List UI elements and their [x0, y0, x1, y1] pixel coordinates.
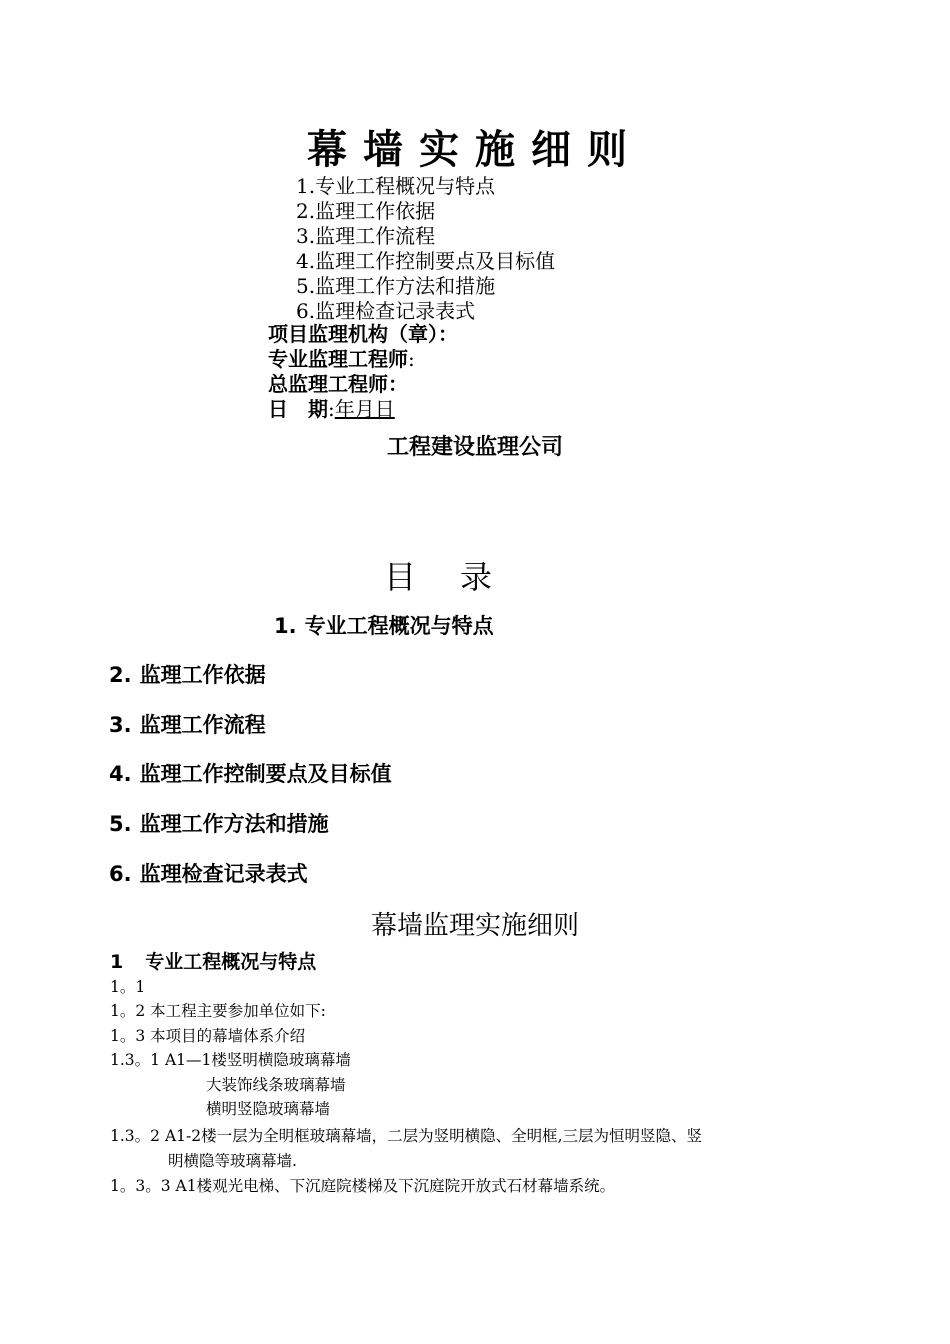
body-line: 1。3 本项目的幕墙体系介绍 [110, 1027, 306, 1045]
date-colon: : [328, 397, 335, 421]
cover-contents-item: 3.监理工作流程 [296, 224, 436, 248]
toc-item [109, 809, 329, 839]
toc-item [274, 611, 494, 641]
toc-item-number: 6. [109, 862, 132, 886]
toc-item-number: 2. [109, 663, 132, 687]
body-line: 1。2 本工程主要参加单位如下: [110, 1002, 326, 1020]
org-label: 项目监理机构（章）： [268, 322, 458, 346]
toc-item [109, 660, 266, 690]
body-line: 1。3。3 A1楼观光电梯、下沉庭院楼梯及下沉庭院开放式石材幕墙系统。 [110, 1177, 616, 1195]
toc-item-label: 专业工程概况与特点 [304, 614, 494, 638]
toc-item [109, 710, 266, 740]
toc-item [109, 759, 392, 789]
body-line: 1.3。2 A1-2楼一层为全明框玻璃幕墙，二层为竖明横隐、全明框,三层为恒明竖隐、竖 [110, 1127, 703, 1145]
section-heading [110, 948, 316, 976]
engineer-label: 专业监理工程师 [268, 347, 408, 371]
document-title: 幕墙监理实施细则 [370, 911, 579, 941]
cover-contents-item: 1.专业工程概况与特点 [296, 174, 496, 198]
cover-contents-item: 5.监理工作方法和措施 [296, 274, 496, 298]
date-value: 年月日 [334, 397, 395, 421]
section-number: 1 [110, 951, 124, 973]
engineer-line [268, 347, 458, 372]
date-line [268, 397, 458, 422]
date-label: 日 期 [268, 397, 328, 421]
toc-item-label: 监理工作流程 [139, 713, 266, 737]
cover-contents-list [296, 174, 555, 324]
toc-heading-char: 录 [460, 558, 493, 596]
toc-heading-char: 目 [383, 558, 416, 596]
engineer-colon: : [408, 347, 415, 371]
body-line: 大装饰线条玻璃幕墙 [206, 1076, 346, 1094]
toc-heading [0, 555, 876, 599]
toc-item-label: 监理工作方法和措施 [139, 812, 329, 836]
cover-contents-item: 6.监理检查记录表式 [296, 299, 476, 323]
cover-title: 幕墙实施细则 [307, 127, 643, 173]
cover-contents-item: 2.监理工作依据 [296, 199, 436, 223]
company-name: 工程建设监理公司 [386, 435, 563, 460]
toc-item-number: 3. [109, 713, 132, 737]
toc-item-label: 监理工作控制要点及目标值 [139, 762, 392, 786]
body-line: 明横隐等玻璃幕墙. [168, 1152, 297, 1170]
toc-item-label: 监理工作依据 [139, 663, 266, 687]
cover-contents-item: 4.监理工作控制要点及目标值 [296, 249, 556, 273]
chief-label: 总监理工程师： [268, 372, 408, 396]
section-title: 专业工程概况与特点 [145, 951, 317, 973]
toc-item-number: 1. [274, 614, 297, 638]
toc-item-label: 监理检查记录表式 [139, 862, 308, 886]
toc-item-number: 5. [109, 812, 132, 836]
body-line: 1。1 [110, 978, 146, 996]
toc-item [109, 859, 308, 889]
cover-signature-block [268, 322, 458, 422]
body-line: 1.3。1 A1—1楼竖明横隐玻璃幕墙 [110, 1051, 351, 1069]
toc-item-number: 4. [109, 762, 132, 786]
body-line: 横明竖隐玻璃幕墙 [206, 1100, 331, 1118]
